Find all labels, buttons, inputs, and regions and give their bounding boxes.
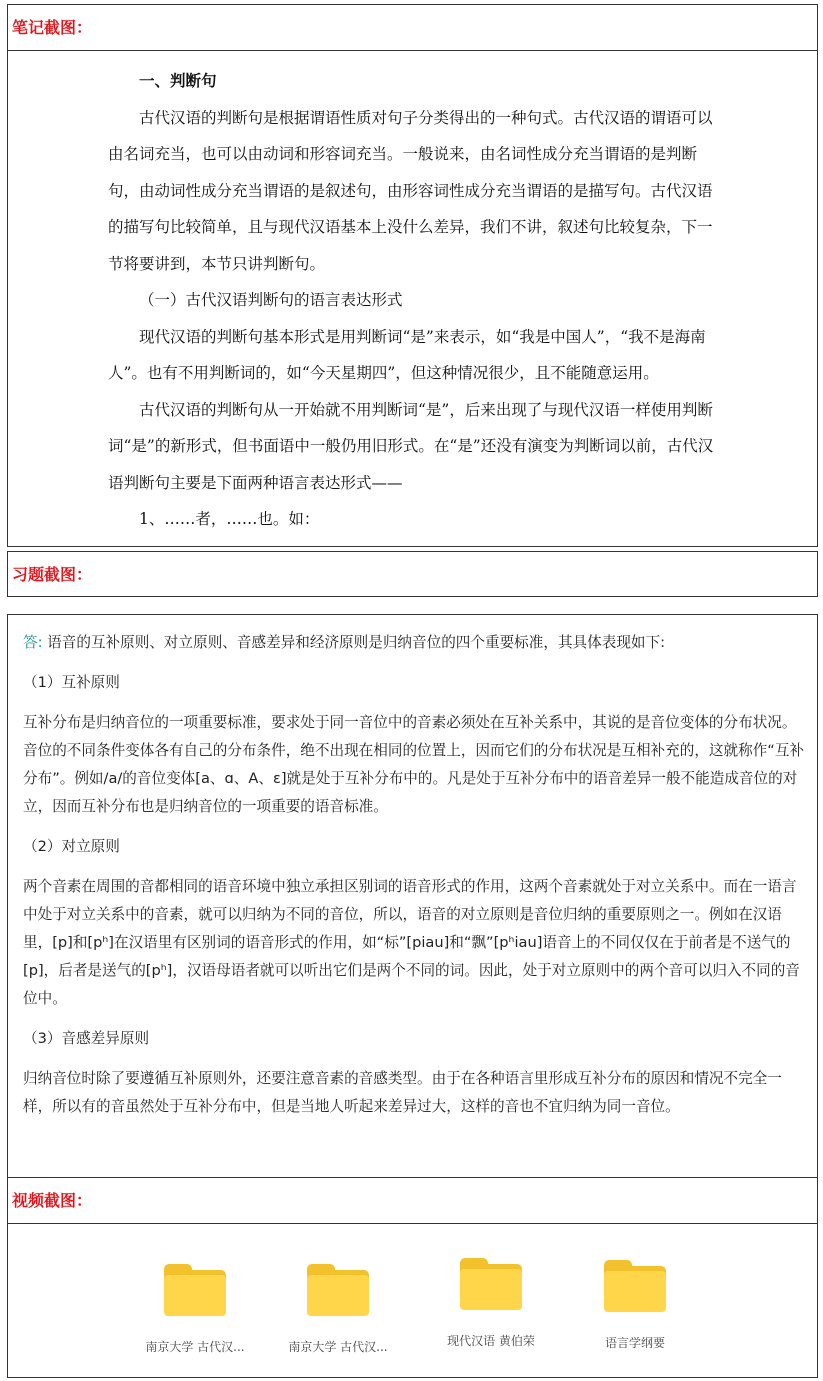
folder-name: 现代汉语 黄伯荣: [447, 1334, 535, 1348]
video-label: 视频截图：: [12, 1191, 93, 1210]
folder-name: 南京大学 古代汉...: [288, 1340, 388, 1354]
video-header: [7, 1177, 818, 1224]
folder-icon: [164, 1264, 226, 1316]
section-3-title: （3）音感差异原则: [23, 1030, 150, 1047]
answer-screenshot: [7, 614, 818, 1178]
notes-paragraph-4: 1、……者，……也。如：: [139, 510, 320, 528]
answer-intro-line: [23, 629, 808, 657]
notes-paragraph-2: 现代汉语的判断句基本形式是用判断词“是”来表示，如“我是中国人”，“我不是海南人”。也有不用判断词的，如“今天星期四”，但这种情况很少，且不能随意运用。: [108, 327, 706, 382]
folder-item-1[interactable]: [135, 1264, 255, 1355]
folder-item-3[interactable]: [431, 1258, 551, 1349]
notes-screenshot: [7, 50, 818, 547]
folder-name: 语言学纲要: [604, 1336, 665, 1350]
folder-icon: [307, 1264, 369, 1316]
exercise-label: 习题截图：: [12, 565, 93, 584]
folder-item-4[interactable]: [575, 1260, 695, 1351]
notes-header: [7, 4, 818, 51]
notes-label: 笔记截图：: [12, 18, 93, 37]
notes-paragraph-3: 古代汉语的判断句从一开始就不用判断词“是”，后来出现了与现代汉语一样使用判断词“是”的新形式，但书面语中一般仍用旧形式。在“是”还没有演变为判断词以前，古代汉语判断句主要是下面两种语言表达形式——: [108, 400, 714, 492]
answer-prefix: 答:: [23, 634, 43, 651]
answer-intro: 语音的互补原则、对立原则、音感差异和经济原则是归纳音位的四个重要标准，其具体表现如下:: [47, 634, 666, 651]
folder-icon: [460, 1258, 522, 1310]
folder-name: 南京大学 古代汉...: [145, 1340, 245, 1354]
exercise-header: [7, 551, 818, 597]
section-3-text: 归纳音位时除了要遵循互补原则外，还要注意音素的音感类型。由于在各种语言里形成互补分布的原因和情况不完全一样，所以有的音虽然处于互补分布中，但是当地人听起来差异过大，这样的音也不宜归纳为同一音位。: [23, 1070, 782, 1115]
section-2-title: （2）对立原则: [23, 838, 120, 855]
notes-paragraph-1: 古代汉语的判断句是根据谓语性质对句子分类得出的一种句式。古代汉语的谓语可以由名词充当，也可以由动词和形容词充当。一般说来，由名词性成分充当谓语的是判断句，由动词性成分充当谓语的是叙述句，由形容词性成分充当谓语的是描写句。古代汉语的描写句比较简单，且与现代汉语基本上没什么差异，我们不讲，叙述句比较复杂，下一节将要讲到，本节只讲判断句。: [108, 108, 713, 273]
video-screenshot: [7, 1223, 818, 1378]
notes-content: [108, 63, 724, 538]
notes-subheading: （一）古代汉语判断句的语言表达形式: [139, 291, 403, 309]
answer-content: [23, 629, 808, 1121]
section-1-title: （1）互补原则: [23, 674, 120, 691]
section-2-text: 两个音素在周围的音都相同的语音环境中独立承担区别词的语音形式的作用，这两个音素就处于对立关系中。而在一语言中处于对立关系中的音素，就可以归纳为不同的音位，所以，语音的对立原则是音位归纳的重要原则之一。例如在汉语里，[p]和[pʰ]在汉语里有区别词的语音形式的作用，如“标”[piau]和“飘”[pʰiau]语音上的不同仅仅在于前者是不送气的[p]，后者是送气的[pʰ]，汉语母语者就可以听出它们是两个不同的词。因此，处于对立原则中的两个音可以归入不同的音位中。: [23, 878, 800, 1007]
folder-item-2[interactable]: [278, 1264, 398, 1355]
section-1-text: 互补分布是归纳音位的一项重要标准，要求处于同一音位中的音素必须处在互补关系中，其说的是音位变体的分布状况。音位的不同条件变体各有自己的分布条件，绝不出现在相同的位置上，因而它们的分布状况是互相补充的，这就称作“互补分布”。例如/a/的音位变体[a、ɑ、A、ε]就是处于互补分布中的。凡是处于互补分布中的语音差异一般不能造成音位的对立，因而互补分布也是归纳音位的一项重要的语音标准。: [23, 714, 805, 815]
folder-icon: [604, 1260, 666, 1312]
notes-heading: 一、判断句: [139, 72, 217, 90]
